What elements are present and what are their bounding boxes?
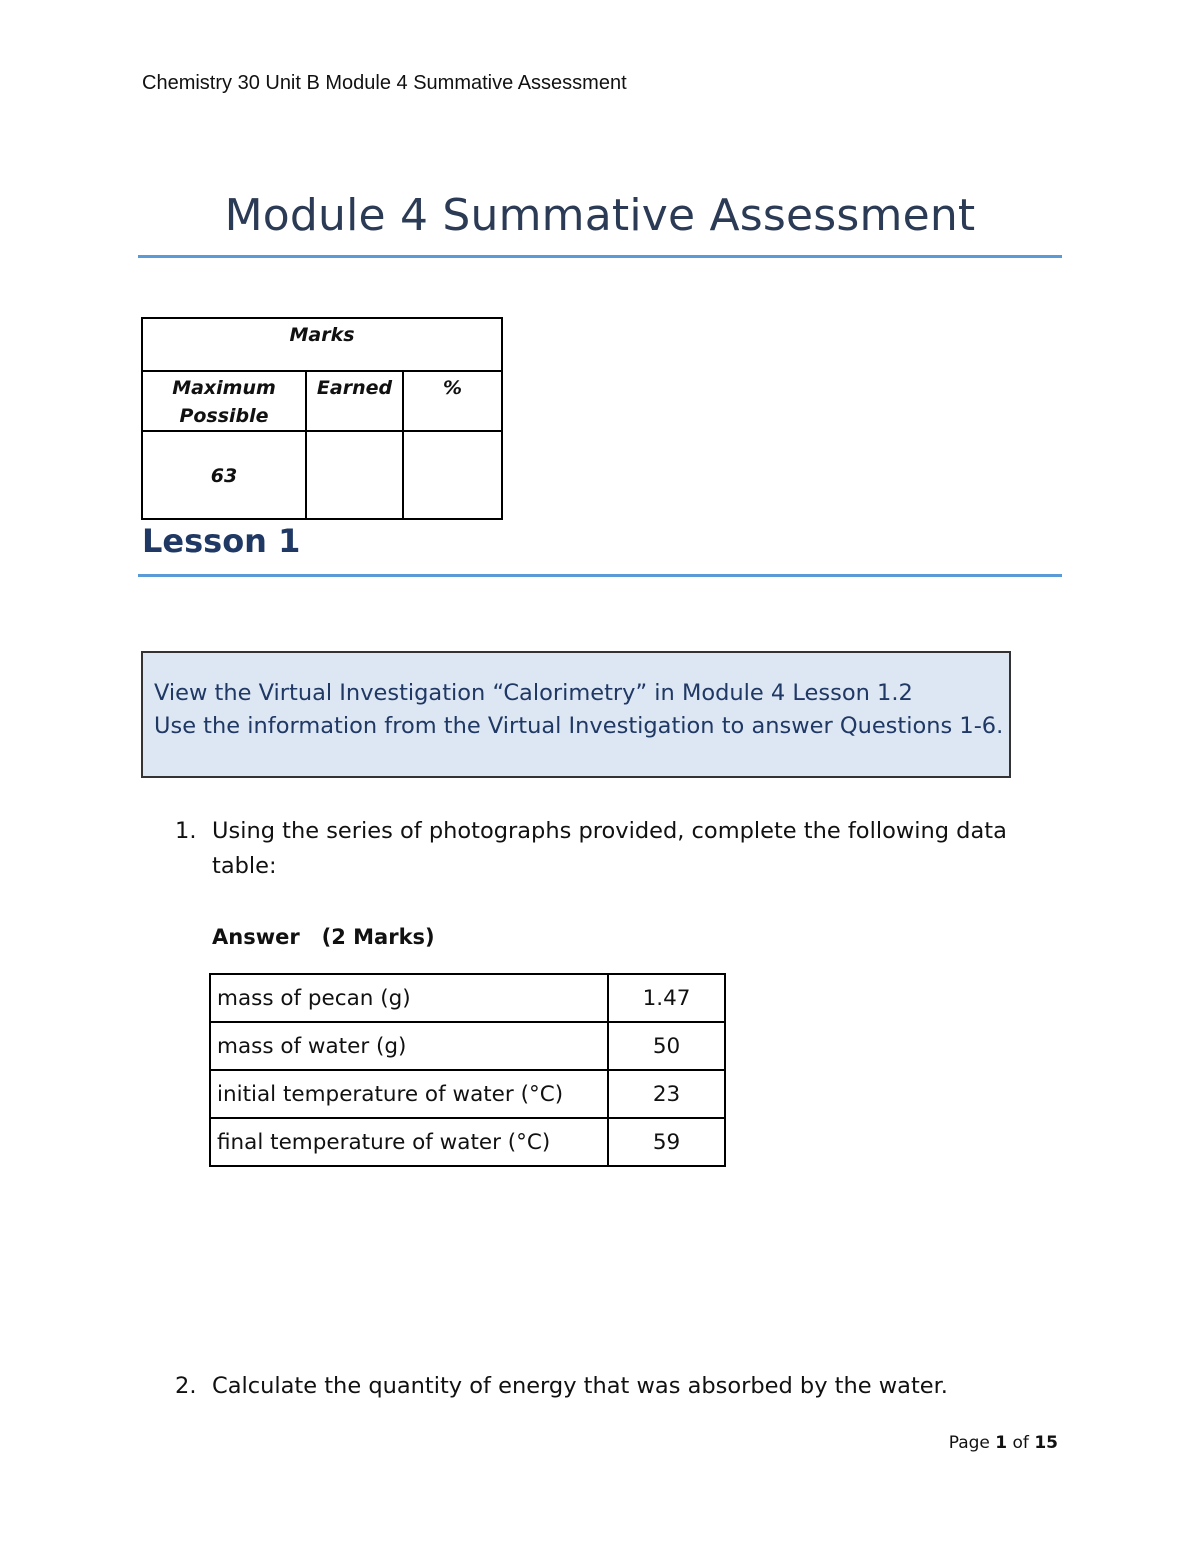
instruction-line-2: Use the information from the Virtual Investigation to answer Questions 1-6. xyxy=(154,713,1004,739)
instruction-box xyxy=(141,651,1011,778)
document-title: Module 4 Summative Assessment xyxy=(224,190,976,241)
marks-table xyxy=(141,317,503,520)
running-header: Chemistry 30 Unit B Module 4 Summative Assessment xyxy=(142,72,627,94)
row-value[interactable]: 59 xyxy=(608,1118,725,1166)
maximum-possible-header: Maximum Possible xyxy=(142,371,306,431)
answer-label: Answer (2 Marks) xyxy=(212,925,435,949)
maximum-possible-value: 63 xyxy=(142,431,306,519)
table-row xyxy=(210,1070,725,1118)
page-total: 15 xyxy=(1034,1433,1058,1453)
earned-header: Earned xyxy=(306,371,403,431)
row-value[interactable]: 50 xyxy=(608,1022,725,1070)
question-1-text: Using the series of photographs provided, complete the following data table: xyxy=(212,818,1007,879)
row-label: mass of pecan (g) xyxy=(210,974,608,1022)
earned-value[interactable] xyxy=(306,431,403,519)
page-current: 1 xyxy=(995,1433,1008,1453)
question-2-number: 2. xyxy=(175,1373,197,1399)
page-number xyxy=(949,1433,1058,1453)
table-row xyxy=(210,1022,725,1070)
lesson-heading: Lesson 1 xyxy=(142,522,301,560)
data-table xyxy=(209,973,726,1167)
table-row xyxy=(210,1118,725,1166)
row-value[interactable]: 23 xyxy=(608,1070,725,1118)
of-word: of xyxy=(1012,1433,1029,1453)
percent-value[interactable] xyxy=(403,431,502,519)
table-row xyxy=(210,974,725,1022)
question-2-text: Calculate the quantity of energy that was absorbed by the water. xyxy=(212,1373,948,1399)
percent-header: % xyxy=(403,371,502,431)
instruction-line-1: View the Virtual Investigation “Calorimetry” in Module 4 Lesson 1.2 xyxy=(154,680,913,706)
question-1-number: 1. xyxy=(175,818,197,844)
row-label: mass of water (g) xyxy=(210,1022,608,1070)
row-value[interactable]: 1.47 xyxy=(608,974,725,1022)
page-word: Page xyxy=(948,1433,990,1453)
marks-heading: Marks xyxy=(142,318,502,371)
row-label: final temperature of water (°C) xyxy=(210,1118,608,1166)
row-label: initial temperature of water (°C) xyxy=(210,1070,608,1118)
title-divider xyxy=(138,255,1062,258)
lesson-divider xyxy=(138,574,1062,577)
